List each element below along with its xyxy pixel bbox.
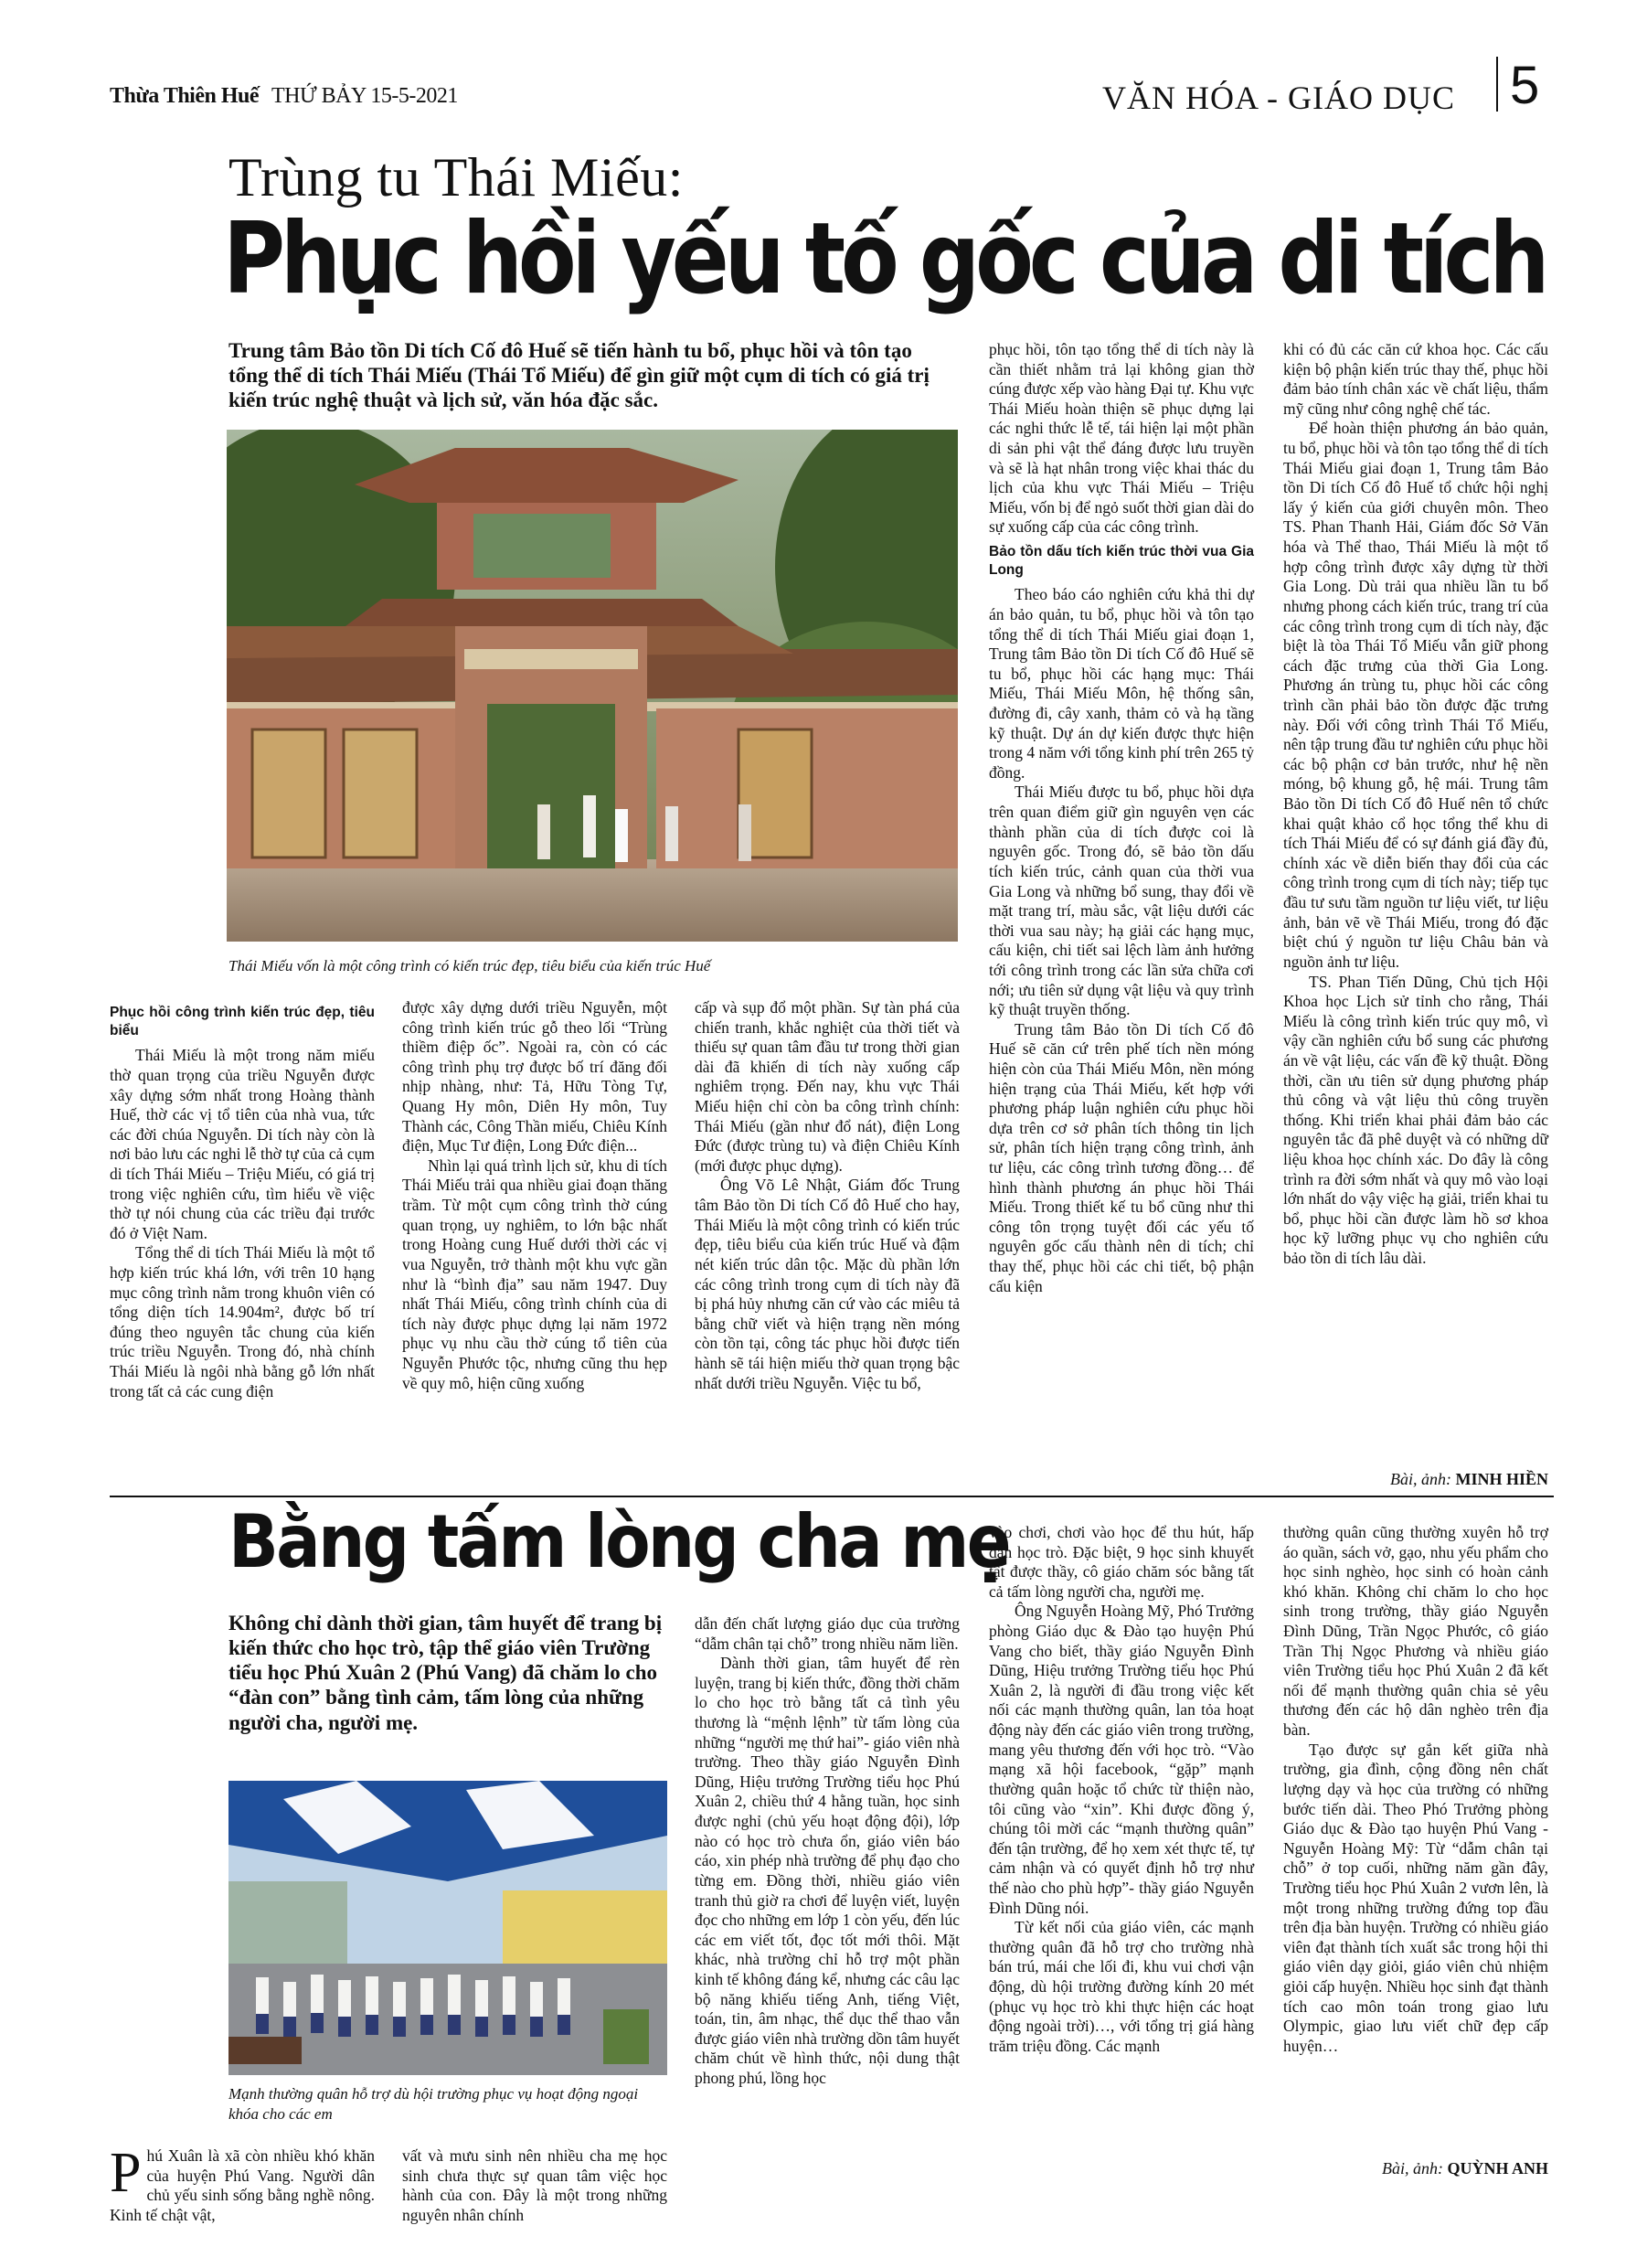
issue-date: THỨ BẢY 15-5-2021 (271, 84, 458, 108)
article2-paragraph: vất và mưu sinh nên nhiều cha mẹ học sinh chưa thực sự quan tâm việc học hành của con. Đây là một trong những nguyên nhân chính (402, 2146, 667, 2224)
school-photo (228, 1781, 667, 2075)
dropcap: P (110, 2142, 142, 2204)
page-number: 5 (1510, 56, 1540, 115)
article1-photo-caption: Thái Miếu vốn là một công trình có kiến trúc đẹp, tiêu biểu của kiến trúc Huế (228, 957, 711, 974)
article1-headline: Phục hồi yếu tố gốc của di tích (223, 202, 1546, 316)
article2-byline (1283, 2159, 1548, 2178)
article1-paragraph: Ông Võ Lê Nhật, Giám đốc Trung tâm Bảo tồn Di tích Cố đô Huế cho hay, Thái Miếu là một công trình có kiến trúc đẹp, tiêu biểu của kiến trúc Huế và đậm nét kiến trúc dân tộc. Mặc dù phần lớn các công trình trong cụm di tích này đã bị phá hủy nhưng căn cứ vào các miêu tả bằng chữ viết và hiện trạng nền móng còn tồn tại, công tác phục hồi được tiến hành sẽ tái hiện miếu thờ quan trọng bậc nhất dưới triều Nguyễn. Việc tu bổ, (695, 1176, 960, 1392)
article2-column-3 (695, 1614, 960, 2089)
article2-paragraph: Ông Nguyễn Hoàng Mỹ, Phó Trưởng phòng Giáo dục & Đào tạo huyện Phú Vang cho biết, thầy giáo Nguyễn Đình Dũng, Hiệu trưởng Trường tiểu học Phú Xuân 2, là người đi đầu trong việc kết nối các mạnh thường quân, lan tỏa hoạt động này đến các giáo viên trong trường, mang yêu thương đến với học trò. “Vào mạng xã hội facebook, “gặp” mạnh thường quân hoặc tổ chức từ thiện nào, tôi cũng vào “xin”. Khi được đồng ý, chúng tôi mời các “mạnh thường quân” đến tận trường, để họ xem xét thực tế, tự cảm nhận và có quyết định hỗ trợ như thế nào cho phù hợp”- thầy giáo Nguyễn Đình Dũng nói. (989, 1602, 1254, 1917)
author-name: QUỲNH ANH (1447, 2159, 1548, 2177)
author-name: MINH HIỀN (1455, 1470, 1548, 1488)
article1-paragraph: Nhìn lại quá trình lịch sử, khu di tích Thái Miếu trải qua nhiều giai đoạn thăng trầm. Từ một cụm công trình thờ cúng quan trọng, uy nghiêm, to lớn bậc nhất trong Hoàng cung Huế dưới thời các vị vua Nguyễn, trở thành một khu vực gần như là “bình địa” sau năm 1947. Duy nhất Thái Miếu, công trình chính của di tích này được phục dựng lại năm 1972 phục vụ nhu cầu thờ cúng tổ tiên của Nguyễn Phước tộc, nhưng cũng thu hẹp về quy mô, hiện cũng xuống (402, 1155, 667, 1392)
article1-paragraph: Theo báo cáo nghiên cứu khả thi dự án bảo quản, tu bổ, phục hồi và tôn tạo tổng thể di tích Thái Miếu giai đoạn 1, Trung tâm Bảo tồn Di tích Cố đô Huế sẽ tu bổ, phục hồi các hạng mục: Thái Miếu, Thái Miếu Môn, hệ thống sân, đường đi, cây xanh, thảm cỏ và hạ tầng kỹ thuật. Dự án dự kiến được thực hiện trong 4 năm với tổng kinh phí trên 265 tỷ đồng. (989, 585, 1254, 782)
page-number-divider (1496, 57, 1498, 112)
article1-byline (1283, 1470, 1548, 1489)
article1-subheading-1: Phục hồi công trình kiến trúc đẹp, tiêu biểu (110, 1005, 375, 1039)
article1-column-4 (989, 340, 1254, 1296)
article1-paragraph: được xây dựng dưới triều Nguyễn, một công trình kiến trúc gỗ theo lối “Trùng thiềm điệp ốc”. Ngoài ra, còn có các công trình phụ trợ được bố trí đăng đối nhịp nhàng, như: Tả, Hữu Tòng Tự, Quang Hy môn, Diên Hy môn, Tuy Thành các, Công Thần miếu, Chiêu Kính điện, Mục Tư điện, Long Đức điện... (402, 998, 667, 1155)
article1-paragraph: Thái Miếu là một trong năm miếu thờ quan trọng của triều Nguyễn được xây dựng sớm nhất trong Hoàng thành Huế, thờ các vị tổ tiên của nhà vua, tức các đời chúa Nguyễn. Di tích này còn là nơi bảo lưu các nghi lễ thờ tự của cả cụm di tích Thái Miếu – Triệu Miếu, có giá trị trong việc nghiên cứu, tìm hiểu về việc thờ tự nói chung của các triều đại trước đó ở Việt Nam. (110, 1046, 375, 1242)
article2-column-4 (989, 1523, 1254, 2056)
article2-headline: Bằng tấm lòng cha mẹ (228, 1499, 1009, 1584)
article1-lead: Trung tâm Bảo tồn Di tích Cố đô Huế sẽ tiến hành tu bổ, phục hồi và tôn tạo tổng thể di tích Thái Miếu (Thái Tổ Miếu) để gìn giữ một cụm di tích có giá trị kiến trúc nghệ thuật và lịch sử, văn hóa đặc sắc. (228, 339, 930, 412)
article1-paragraph: Thái Miếu được tu bổ, phục hồi dựa trên quan điểm giữ gìn nguyên vẹn các thành phần của di tích được coi là nguyên gốc. Trong đó, sẽ bảo tồn dấu tích kiến trúc, cảnh quan của thời vua Gia Long và những bổ sung, thay đổi về mặt trang trí, màu sắc, vật liệu dưới các thời vua sau này; hạ giải các hạng mục, cấu kiện, chi tiết sai lệch làm ảnh hưởng tới công trình trong các lần sửa chữa cơi nới; ưu tiên sử dụng vật liệu và quy trình kỹ thuật truyền thống. (989, 783, 1254, 1019)
article2-paragraph: dẫn đến chất lượng giáo dục của trường “dẫm chân tại chỗ” trong nhiều năm liền. (695, 1614, 960, 1653)
article2-photo-caption: Mạnh thường quân hỗ trợ dù hội trường phục vụ hoạt động ngoại khóa cho các em (228, 2085, 639, 2124)
article1-paragraph: phục hồi, tôn tạo tổng thể di tích này là cần thiết nhằm trả lại không gian thờ cúng được xếp vào hàng Đại tự. Khu vực Thái Miếu hoàn thiện sẽ phục dựng lại các nghi thức lễ tế, tái hiện lại một phần di sản phi vật thể đáng được lưu truyền và sẽ là hạt nhân trong việc khai thác du lịch của khu vực Thái Miếu – Triệu Miếu, vốn bị để ngỏ suốt thời gian dài do sự xuống cấp của các công trình. (989, 340, 1254, 537)
article2-column-5 (1283, 1523, 1548, 2056)
section-title: VĂN HÓA - GIÁO DỤC (1102, 80, 1455, 116)
school-assembly-illustration (228, 1781, 667, 2075)
article2-paragraph: Tạo được sự gắn kết giữa nhà trường, gia đình, cộng đồng nên chất lượng dạy và học của trường có những bước tiến dài. Theo Phó Trưởng phòng Giáo dục & Đào tạo huyện Phú Vang - Nguyễn Hoàng Mỹ: Từ “dẫm chân tại chỗ” ở top cuối, những năm gần đây, Trường tiểu học Phú Xuân 2 vươn lên, là một trong những trường đứng top đầu trên địa bàn huyện. Trường có nhiều giáo viên đạt thành tích xuất sắc trong hội thi giáo viên dạy giỏi, giáo viên chủ nhiệm giỏi cấp huyện. Nhiều học sinh đạt thành tích cao môn toán trong giao lưu Olympic, giao lưu viết chữ đẹp cấp huyện… (1283, 1740, 1548, 2055)
masthead (110, 84, 458, 109)
paper-name: Thừa Thiên Huế (110, 84, 260, 108)
article1-paragraph: TS. Phan Tiến Dũng, Chủ tịch Hội Khoa học Lịch sử tỉnh cho rằng, Thái Miếu là công trình kiến trúc quy mô, vì vậy cần nghiên cứu bổ sung các phương án về vật liệu, các vấn đề kỹ thuật. Đồng thời, cần ưu tiên sử dụng phương pháp thủ công và vật liệu thủ công truyền thống. Khi triển khai phải đảm bảo các nguyên tắc đã phê duyệt và có những dữ liệu khoa học chính xác. Do đây là công trình ra đời sớm nhất và quy mô vào loại lớn nhất do vậy việc hạ giải, triển khai tu bổ, phục hồi cần được làm hồ sơ khoa học kỹ lưỡng phục vụ cho nghiên cứu bảo tồn di tích lâu dài. (1283, 972, 1548, 1268)
article2-lead: Không chỉ dành thời gian, tâm huyết để trang bị kiến thức cho học trò, tập thể giáo viên Trường tiểu học Phú Xuân 2 (Phú Vang) đã chăm lo cho “đàn con” bằng tình cảm, tấm lòng của những người cha, người mẹ. (228, 1612, 663, 1734)
article2-paragraph: vào chơi, chơi vào học để thu hút, hấp dẫn học trò. Đặc biệt, 9 học sinh khuyết tật được thầy, cô giáo chăm sóc bằng tất cả tấm lòng người cha, người mẹ. (989, 1523, 1254, 1601)
article2-paragraph: Dành thời gian, tâm huyết để rèn luyện, trang bị kiến thức, đồng thời chăm lo cho học trò bằng tất cả tình yêu thương là “mệnh lệnh” từ tấm lòng của những “người mẹ thứ hai”- giáo viên nhà trường. Theo thầy giáo Nguyễn Đình Dũng, Hiệu trưởng Trường tiểu học Phú Xuân 2, chiều thứ 4 hằng tuần, học sinh được nghỉ (chủ yếu hoạt động đội), lớp nào có học trò chưa ổn, giáo viên báo cáo, xin phép nhà trường để phụ đạo cho từng em. Đồng thời, nhiều giáo viên tranh thủ giờ ra chơi để luyện viết, luyện đọc cho những em lớp 1 còn yếu, đến lúc các em viết tốt, đọc tốt mới thôi. Mặt khác, nhà trường chỉ hỗ trợ một phần kinh tế không đáng kể, nhưng các câu lạc bộ năng khiếu tiếng Anh, tiếng Việt, toán, tin, âm nhạc, thể dục thể thao vẫn được giáo viên nhà trường dồn tâm huyết chăm chút về hình thức, nội dung thật phong phú, lồng học (695, 1654, 960, 2088)
article1-column-3 (695, 998, 960, 1393)
article2-paragraph: Từ kết nối của giáo viên, các mạnh thường quân đã hỗ trợ cho trường nhà bán trú, mái che lối đi, khu vui chơi vận động, dù hội trường đường kính 20 mét (phục vụ học trò khi thực hiện các hoạt động ngoài trời)…, với tổng trị giá hàng trăm triệu đồng. Các mạnh (989, 1918, 1254, 2055)
article1-paragraph: khi có đủ các căn cứ khoa học. Các cấu kiện bộ phận kiến trúc thay thế, phục hồi đảm bảo tính chân xác về chất liệu, thẩm mỹ cũng như công nghệ chế tác. (1283, 340, 1548, 418)
article1-paragraph: Để hoàn thiện phương án bảo quản, tu bổ, phục hồi và tôn tạo tổng thể di tích Thái Miếu giai đoạn 1, Trung tâm Bảo tồn Di tích Cố đô Huế tổ chức hội nghị lấy ý kiến của giới chuyên môn. Theo TS. Phan Thanh Hải, Giám đốc Sở Văn hóa và Thể thao, Thái Miếu là một tổ hợp công trình được xây dựng từ thời Gia Long. Dù trải qua nhiều lần tu bổ nhưng phong cách kiến trúc, trang trí của các công trình trong cụm di tích này, đặc biệt là tòa Thái Tổ Miếu vẫn giữ phong cách đặc trưng của thời Gia Long. Phương án trùng tu, phục hồi các công trình cần phải bảo tồn được đặc trưng này. Đối với công trình Thái Tổ Miếu, nên tập trung đầu tư nghiên cứu phục hồi các bộ phận cơ bản trước, như hệ nền móng, bộ khung gỗ, hệ mái. Trung tâm Bảo tồn Di tích Cố đô Huế nên tổ chức khai quật khảo cổ học tổng thể khu di tích Thái Miếu để có sự đánh giá đầy đủ, chính xác về diễn biến thay đổi của các công trình trong cụm di tích này; tiếp tục đầu tư sưu tầm nguồn tư liệu viết, tư liệu ảnh, bản vẽ về Thái Miếu, trong đó đặc biệt chú ý nguồn tư liệu Châu bản và nguồn ảnh tư liệu. (1283, 419, 1548, 971)
thai-mieu-gate-illustration (227, 430, 958, 942)
article1-column-2 (402, 998, 667, 1393)
article1-column-1 (110, 998, 375, 1401)
article2-column-1 (110, 2142, 375, 2225)
article1-paragraph: cấp và sụp đổ một phần. Sự tàn phá của chiến tranh, khắc nghiệt của thời tiết và thiếu sự quan tâm đầu tư trong thời gian dài đã khiến di tích này xuống cấp nghiêm trọng. Đến nay, khu vực Thái Miếu hiện chỉ còn ba công trình chính: Thái Miếu (gần như đổ nát), điện Long Đức (được trùng tu) và điện Chiêu Kính (mới được phục dựng). (695, 998, 960, 1175)
byline-label: Bài, ảnh: (1381, 2159, 1443, 2177)
article2-column-2 (402, 2146, 667, 2225)
article-divider (110, 1496, 1554, 1497)
byline-label: Bài, ảnh: (1389, 1470, 1451, 1488)
article1-paragraph: Trung tâm Bảo tồn Di tích Cố đô Huế sẽ căn cứ trên phế tích nền móng hiện còn của Thái Miếu Môn, nền móng hiện trạng của Thái Miếu, kết hợp với phương pháp luận nghiên cứu phục hồi dựa trên cơ sở phân tích thông tin lịch sử, phân tích hiện trạng công trình, ảnh tư liệu, các công trình tương đồng… để hình thành phương án phục hồi Thái Miếu. Trong thiết kế tu bổ cũng như thi công tôn trọng tuyệt đối các yếu tố nguyên gốc cấu thành nên di tích; chỉ thay thế, phục hồi các chi tiết, bộ phận cấu kiện (989, 1019, 1254, 1295)
thai-mieu-photo (227, 430, 958, 942)
article1-subheading-2: Bảo tồn dấu tích kiến trúc thời vua Gia Long (989, 544, 1254, 579)
article1-kicker: Trùng tu Thái Miếu: (228, 147, 684, 208)
article1-paragraph: Tổng thể di tích Thái Miếu là một tổ hợp kiến trúc khá lớn, với trên 10 hạng mục công trình nằm trong khuôn viên có tổng diện tích 14.904m², được bố trí đúng theo nguyên tắc chung của kiến trúc triều Nguyễn. Trong đó, nhà chính Thái Miếu là ngôi nhà bằng gỗ lớn nhất trong tất cả các cung điện (110, 1243, 375, 1400)
article2-paragraph: hú Xuân là xã còn nhiều khó khăn của huyện Phú Vang. Người dân chủ yếu sinh sống bằng nghề nông. Kinh tế chật vật, (110, 2146, 375, 2224)
article2-paragraph: thường quân cũng thường xuyên hỗ trợ áo quần, sách vở, gạo, nhu yếu phẩm cho học sinh nghèo, học sinh có hoàn cảnh khó khăn. Không chỉ chăm lo cho học sinh trong trường, thầy giáo Nguyễn Đình Dũng, Trần Ngọc Phước, cô giáo Trần Thị Ngọc Phương và nhiều giáo viên Trường tiểu học Phú Xuân 2 đã kết nối để mạnh thường quân chia sẻ yêu thương đến các hộ dân nghèo trên địa bàn. (1283, 1523, 1548, 1740)
article1-column-5 (1283, 340, 1548, 1269)
